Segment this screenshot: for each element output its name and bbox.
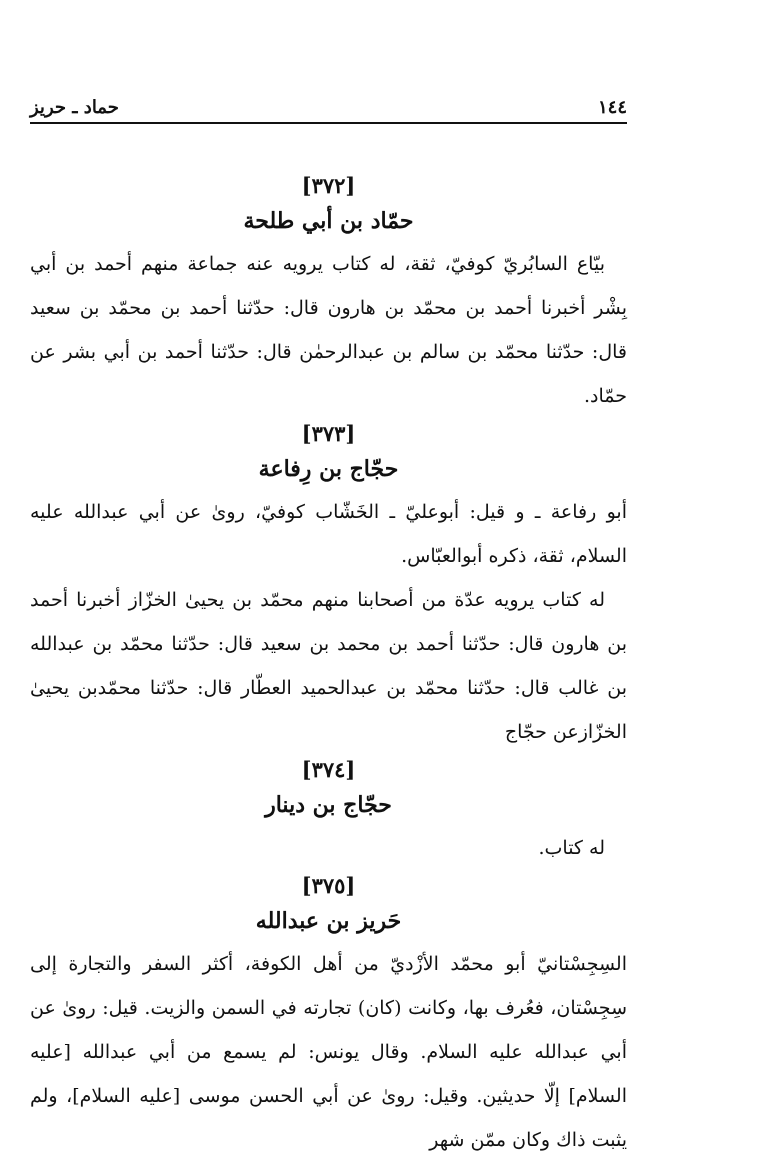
entry-372 <box>30 170 627 418</box>
running-title: حماد ـ حريز <box>30 97 119 118</box>
entry-title: حجّاج بن رِفاعة <box>258 456 399 482</box>
page-body <box>30 170 627 1162</box>
running-head <box>30 84 627 118</box>
entry-paragraph: السِجِسْتانيّ أبو محمّد الأزْديّ من أهل الكوفة، أكثر السفر والتجارة إلى سِجِسْتان، فعُرف بها، وكانت (كان) تجارته في السمن والزيت. قيل: روىٰ عن أبي عبدالله عليه السلام. وقال يونس: لم يسمع من أبي عبدالله [عليه السلام] إلّا حديثين. وقيل: روىٰ عن أبي الحسن موسى [عليه السلام]، ولم يثبت ذاك وكان ممّن شهر <box>30 953 627 1151</box>
entry-number: [٣٧٥] <box>301 873 356 898</box>
entry-paragraph: بيّاع السابُريّ كوفيّ، ثقة، له كتاب يرويه عنه جماعة منهم أحمد بن أبي بِشْر أخبرنا أحمد بن محمّد بن هارون قال: حدّثنا أحمد بن محمّد بن سعيد قال: حدّثنا محمّد بن سالم بن عبدالرحمٰن قال: حدّثنا أحمد بن أبي بشر عن حمّاد. <box>30 253 627 407</box>
page-number: ١٤٤ <box>597 97 627 118</box>
entry-373 <box>30 418 627 754</box>
header-rule <box>30 122 627 124</box>
entry-375 <box>30 870 627 1162</box>
entry-number: [٣٧٤] <box>301 757 356 782</box>
entry-title: حجّاج بن دينار <box>265 792 392 818</box>
entry-number: [٣٧٣] <box>301 421 356 446</box>
entry-title: حمّاد بن أبي طلحة <box>243 208 414 234</box>
entry-paragraph: أبو رفاعة ـ و قيل: أبوعليّ ـ الخَشّاب كوفيّ، روىٰ عن أبي عبدالله عليه السلام، ثقة، ذكره أبوالعبّاس. <box>30 501 627 567</box>
entry-374 <box>30 754 627 870</box>
entry-title: حَريز بن عبدالله <box>255 908 402 934</box>
entry-number: [٣٧٢] <box>301 173 356 198</box>
entry-paragraph: له كتاب يرويه عدّة من أصحابنا منهم محمّد بن يحيىٰ الخزّاز أخبرنا أحمد بن هارون قال: حدّثنا أحمد بن محمد بن سعيد قال: حدّثنا محمّد بن عبدالله بن غالب قال: حدّثنا محمّد بن عبدالحميد العطّار قال: حدّثنا محمّدبن يحيىٰ الخزّازعن حجّاج <box>30 589 627 743</box>
entry-paragraph: له كتاب. <box>538 837 605 859</box>
